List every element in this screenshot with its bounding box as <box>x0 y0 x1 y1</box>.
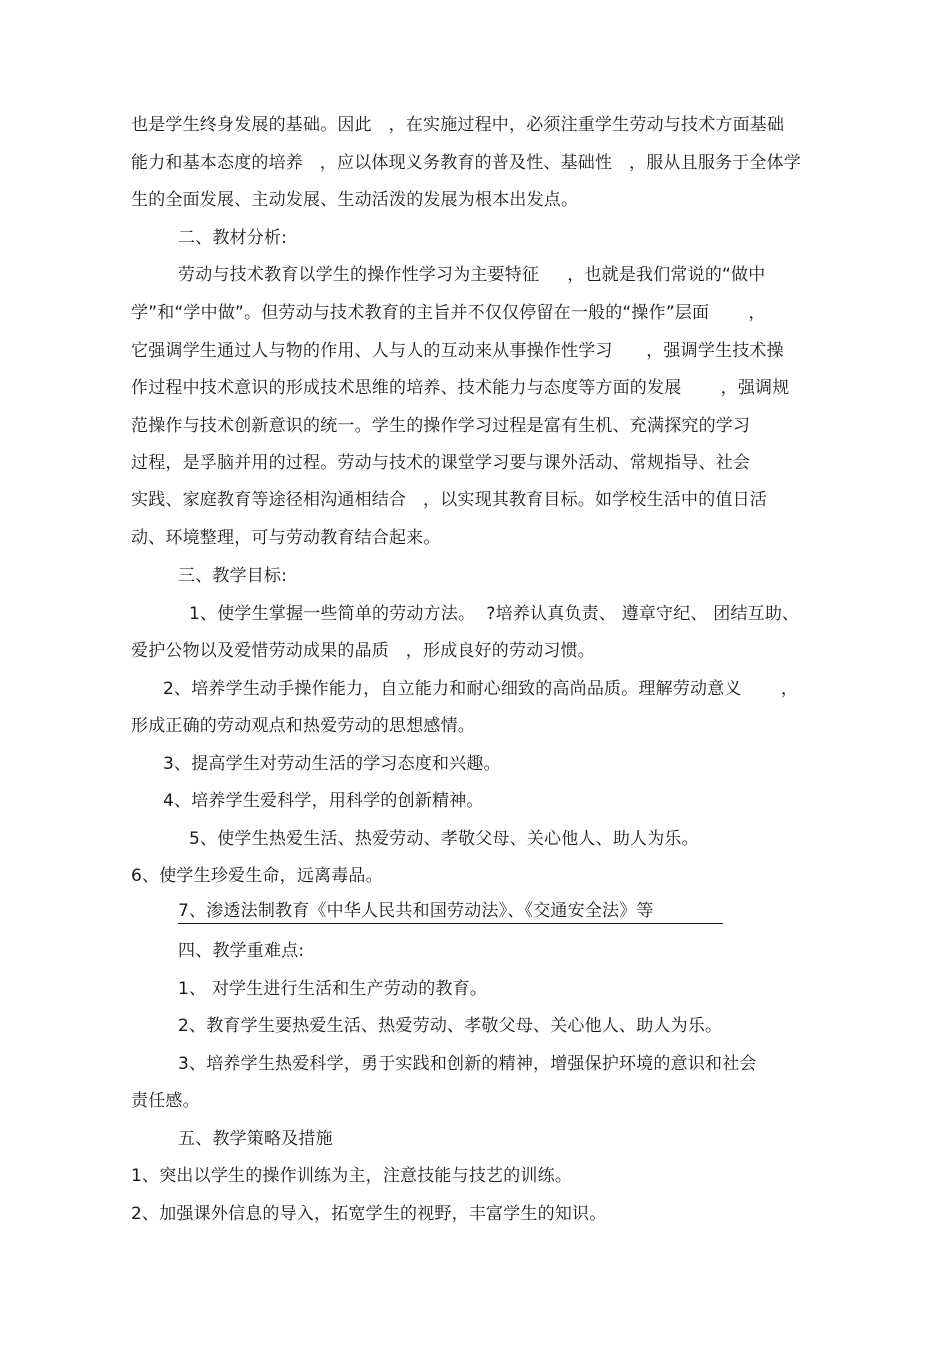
body-line: 范操作与技术创新意识的统一。学生的操作学习过程是富有生机、充满探究的学习 <box>131 416 751 436</box>
list-item: 6、使学生珍爱生命，远离毒品。 <box>131 866 383 886</box>
body-line: 形成正确的劳动观点和热爱劳动的思想感情。 <box>131 716 475 736</box>
list-item: 2、教育学生要热爱生活、热爱劳动、孝敬父母、关心他人、助人为乐。 <box>178 1016 723 1036</box>
body-line: 作过程中技术意识的形成技术思维的培养、技术能力与态度等方面的发展 ，强调规 <box>131 378 790 398</box>
list-item: 5、使学生热爱生活、热爱劳动、孝敬父母、关心他人、助人为乐。 <box>189 829 699 849</box>
section-heading: 三、教学目标: <box>178 566 288 586</box>
body-line: 能力和基本态度的培养 ，应以体现义务教育的普及性、基础性 ，服从且服务于全体学 <box>131 153 802 173</box>
list-item: 3、提高学生对劳动生活的学习态度和兴趣。 <box>163 754 501 774</box>
body-line: 劳动与技术教育以学生的操作性学习为主要特征 ，也就是我们常说的“做中 <box>178 265 766 285</box>
body-line: 生的全面发展、主动发展、生动活泼的发展为根本出发点。 <box>131 190 579 210</box>
body-line: 过程，是孚脑并用的过程。劳动与技术的课堂学习要与课外活动、常规指导、社会 <box>131 453 751 473</box>
body-line: 动、环境整理，可与劳动教育结合起来。 <box>131 528 441 548</box>
section-heading: 二、教材分析: <box>178 228 288 248</box>
section-heading: 五、教学策略及措施 <box>178 1129 333 1149</box>
body-line: 实践、家庭教育等途径相沟通相结合 ，以实现其教育目标。如学校生活中的值日活 <box>131 490 768 510</box>
body-line: 也是学生终身发展的基础。因此 ，在实施过程中，必须注重学生劳动与技术方面基础 <box>131 115 785 135</box>
section-heading: 四、教学重难点: <box>178 941 305 961</box>
body-line: 它强调学生通过人与物的作用、人与人的互动来从事操作性学习 ，强调学生技术操 <box>131 341 784 361</box>
list-item: 2、加强课外信息的导入，拓宽学生的视野，丰富学生的知识。 <box>131 1204 607 1224</box>
body-line: 责任感。 <box>131 1091 200 1111</box>
body-line: 学”和“学中做”。但劳动与技术教育的主旨并不仅仅停留在一般的“操作”层面 ， <box>131 303 766 323</box>
list-item: 2、培养学生动手操作能力，自立能力和耐心细致的高尚品质。理解劳动意义 ， <box>163 679 799 699</box>
list-item: 1、 对学生进行生活和生产劳动的教育。 <box>178 979 488 999</box>
list-item: 1、使学生掌握一些简单的劳动方法。 ?培养认真负责、 遵章守纪、 团结互助、 <box>189 604 800 624</box>
list-item-underlined: 7、渗透法制教育《中华人民共和国劳动法》、《交通安全法》等 <box>178 900 723 924</box>
list-item: 4、培养学生爱科学，用科学的创新精神。 <box>163 791 484 811</box>
list-item: 3、培养学生热爱科学，勇于实践和创新的精神，增强保护环境的意识和社会 <box>178 1054 757 1074</box>
body-line: 爱护公物以及爱惜劳动成果的晶质 ，形成良好的劳动习惯。 <box>131 641 596 661</box>
list-item: 1、突出以学生的操作训练为主，注意技能与技艺的训练。 <box>131 1166 573 1186</box>
